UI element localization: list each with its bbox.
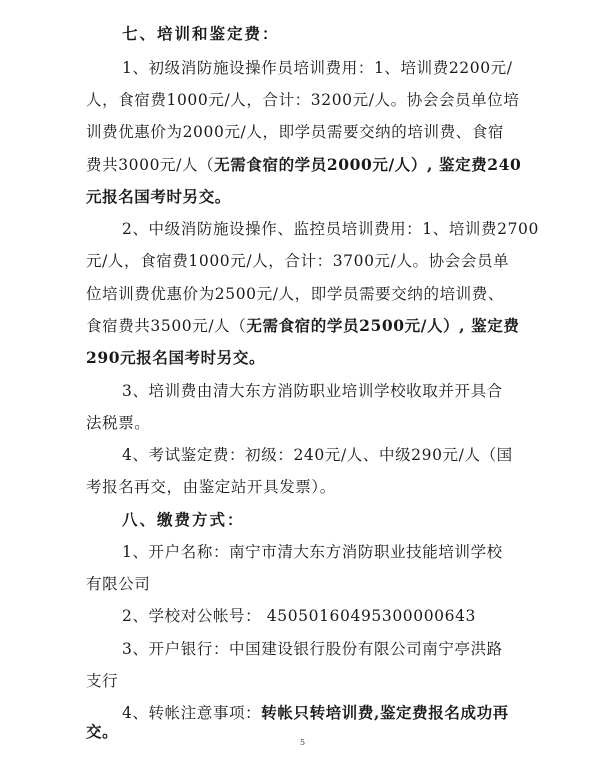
bank-line-1: 3、开户银行：中国建设银行股份有限公司南宁亭洪路: [122, 640, 503, 658]
item-2-line-4-normal: 食宿费共3500元/人（: [86, 317, 247, 335]
item-2-line-3: 位培训费优惠价为2500元/人，即学员需要交纳的培训费、: [86, 285, 504, 303]
item-2-line-4-bold: 无需食宿的学员2500元/人）, 鉴定费: [246, 316, 520, 335]
transfer-notice-line-2: 交。: [86, 722, 119, 741]
item-1-line-5: 元报名国考时另交。: [86, 187, 231, 206]
bank-line-2: 支行: [86, 672, 119, 690]
item-1-line-2: 人，食宿费1000元/人，合计：3200元/人。协会会员单位培: [86, 91, 520, 109]
page-number: 5: [299, 738, 306, 747]
item-1-line-4-bold: 无需食宿的学员2000元/人）, 鉴定费240: [214, 155, 522, 174]
transfer-notice-bold: 转帐只转培训费,鉴定费报名成功再: [261, 703, 509, 722]
item-3-line-1: 3、培训费由清大东方消防职业培训学校收取并开具合: [122, 382, 503, 400]
item-4-line-1: 4、考试鉴定费：初级：240元/人、中级290元/人（国: [122, 446, 513, 464]
account-name-line-1: 1、开户名称：南宁市清大东方消防职业技能培训学校: [122, 543, 503, 561]
account-name-line-2: 有限公司: [86, 575, 151, 593]
item-1-line-4-normal: 费共3000元/人（: [86, 156, 215, 174]
section-7-heading: 七、培训和鉴定费：: [122, 24, 280, 43]
item-1-line-3: 训费优惠价为2000元/人，即学员需要交纳的培训费、食宿: [86, 123, 504, 141]
item-1-line-1: 1、初级消防施设操作员培训费用：1、培训费2200元/: [122, 59, 513, 77]
transfer-notice-label: 4、转帐注意事项：: [122, 704, 262, 722]
item-2-line-4: [86, 316, 519, 336]
item-2-line-1: 2、中级消防施设操作、监控员培训费用：1、培训费2700: [122, 220, 539, 238]
item-1-line-4: [86, 155, 521, 175]
item-2-line-5: 290元报名国考时另交。: [86, 348, 266, 367]
transfer-notice-line-1: [122, 703, 509, 723]
item-4-line-2: 考报名再交，由鉴定站开具发票）。: [86, 478, 336, 496]
item-2-line-2: 元/人，食宿费1000元/人，合计：3700元/人。协会会员单: [86, 252, 510, 270]
item-3-line-2: 法税票。: [86, 414, 151, 432]
account-number: 2、学校对公帐号： 45050160495300000643: [122, 607, 477, 625]
section-8-heading: 八、缴费方式：: [122, 510, 245, 529]
